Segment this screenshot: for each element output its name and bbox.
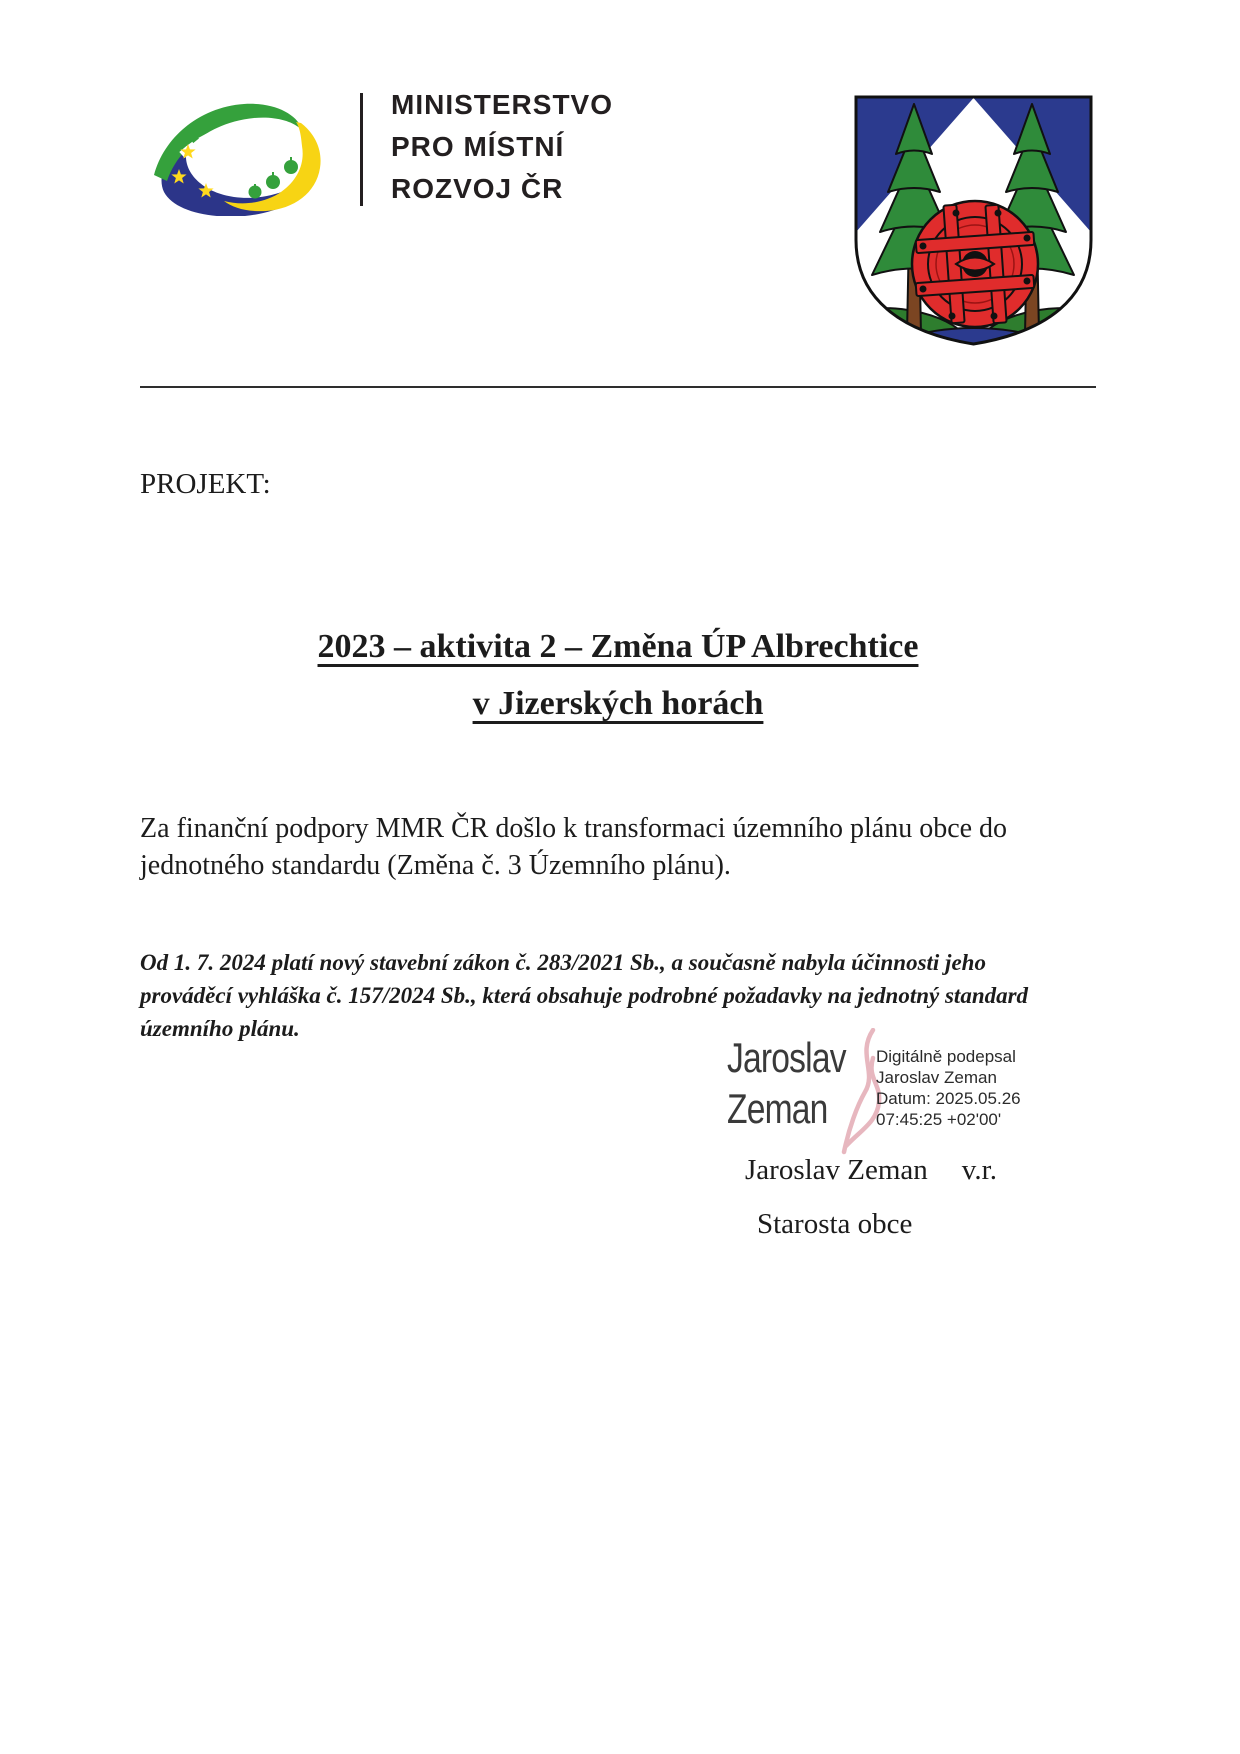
digital-signature-name-line1: Jaroslav: [727, 1034, 846, 1081]
ministry-wordmark-line1: MINISTERSTVO: [391, 89, 614, 120]
signer-role: Starosta obce: [757, 1208, 913, 1240]
document-title-line2: v Jizerských horách: [472, 685, 764, 722]
digital-signature-details: [876, 1046, 1021, 1130]
digital-signature-name: [727, 1032, 846, 1134]
digital-signature-details-line3: Datum: 2025.05.26: [876, 1089, 1021, 1108]
logo-divider: [360, 93, 363, 206]
document-title-line1: 2023 – aktivita 2 – Změna ÚP Albrechtice: [317, 628, 919, 665]
ministry-logo-icon: [148, 94, 332, 216]
law-note-paragraph: Od 1. 7. 2024 platí nový stavební zákon č. 283/2021 Sb., a současně nabyla účinnosti jeho prováděcí vyhláška č. 157/2024 Sb., která obsahuje podrobné požadavky na jednotný standard územního plánu.: [140, 950, 1029, 1041]
ministry-wordmark-line2: PRO MÍSTNÍ: [391, 131, 565, 162]
digital-signature-details-line4: 07:45:25 +02'00': [876, 1110, 1002, 1129]
printed-signer-name: Jaroslav Zeman: [745, 1154, 928, 1186]
printed-signature: [745, 1154, 997, 1187]
ministry-wordmark: [391, 84, 613, 210]
municipal-coat-of-arms-icon: [851, 92, 1096, 350]
digital-signature-name-line2: Zeman: [727, 1085, 828, 1132]
digital-signature-details-line1: Digitálně podepsal: [876, 1047, 1016, 1066]
funding-paragraph: Za finanční podpory MMR ČR došlo k transformaci územního plánu obce do jednotného standardu (Změna č. 3 Územního plánu).: [140, 813, 1008, 881]
separator-line: [140, 386, 1096, 388]
vr-suffix: v.r.: [961, 1154, 997, 1186]
project-label: PROJEKT:: [140, 468, 271, 500]
digital-signature-details-line2: Jaroslav Zeman: [876, 1068, 997, 1087]
ministry-wordmark-line3: ROZVOJ ČR: [391, 173, 564, 204]
document-title: [140, 618, 1096, 732]
